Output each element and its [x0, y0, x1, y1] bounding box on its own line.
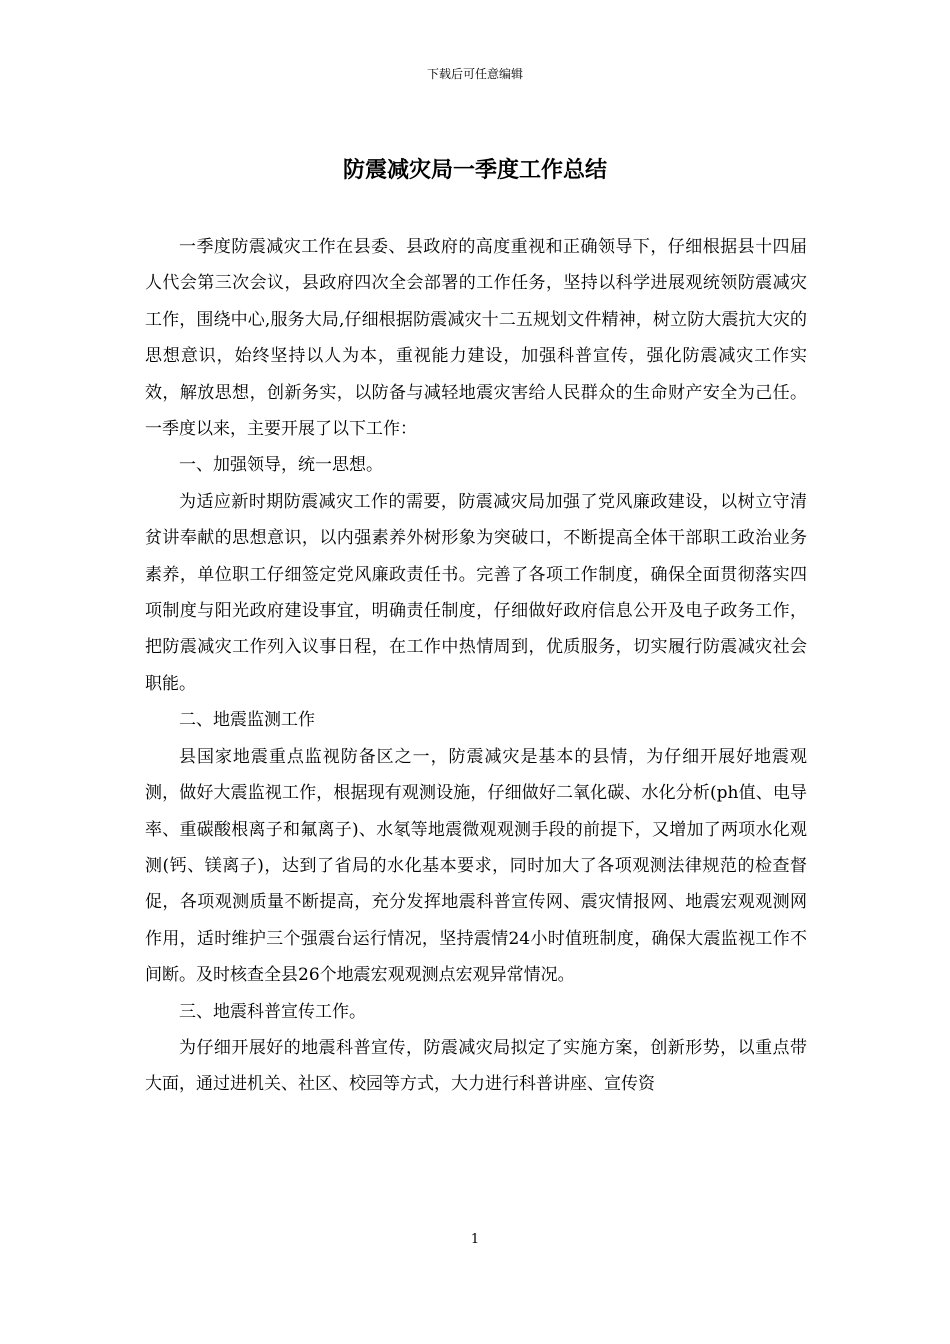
page-number: 1 — [470, 1232, 480, 1247]
paragraph-section-3: 为仔细开展好的地震科普宣传，防震减灾局拟定了实施方案，创新形势，以重点带大面，通过进机关、社区、校园等方式，大力进行科普讲座、宣传资 — [145, 1037, 807, 1095]
section-heading-2: 二、地震监测工作 — [179, 710, 315, 731]
page-header: 下载后可任意编辑 — [426, 67, 523, 81]
section-heading-1: 一、加强领导，统一思想。 — [179, 455, 383, 476]
document-title: 防震减灾局一季度工作总结 — [342, 157, 607, 183]
paragraph-section-2: 县国家地震重点监视防备区之一，防震减灾是基本的县情，为仔细开展好地震观测，做好大震监视工作，根据现有观测设施，仔细做好二氧化碳、水化分析(ph值、电导率、重碳酸根离子和氟离子)、水氡等地震微观观测手段的前提下，又增加了两项水化观测(钙、镁离子)，达到了省局的水化基本要求，同时加大了各项观测法律规范的检查督促，各项观测质量不断提高，充分发挥地震科普宣传网、震灾情报网、地震宏观观测网作用，适时维护三个强震台运行情况，坚持震情24小时值班制度，确保大震监视工作不间断。及时核查全县26个地震宏观观测点宏观异常情况。 — [145, 746, 807, 986]
document-body — [145, 229, 807, 1103]
section-heading-3: 三、地震科普宣传工作。 — [179, 1001, 366, 1022]
paragraph-intro: 一季度防震减灾工作在县委、县政府的高度重视和正确领导下，仔细根据县十四届人代会第三次会议，县政府四次全会部署的工作任务，坚持以科学进展观统领防震减灾工作，围绕中心,服务大局,仔细根据防震减灾十二五规划文件精神，树立防大震抗大灾的思想意识，始终坚持以人为本，重视能力建设，加强科普宣传，强化防震减灾工作实效，解放思想，创新务实，以防备与减轻地震灾害给人民群众的生命财产安全为己任。一季度以来，主要开展了以下工作： — [145, 237, 807, 440]
paragraph-section-1: 为适应新时期防震减灾工作的需要，防震减灾局加强了党风廉政建设，以树立守清贫讲奉献的思想意识，以内强素养外树形象为突破口，不断提高全体干部职工政治业务素养，单位职工仔细签定党风廉政责任书。完善了各项工作制度，确保全面贯彻落实四项制度与阳光政府建设事宜，明确责任制度，仔细做好政府信息公开及电子政务工作，把防震减灾工作列入议事日程，在工作中热情周到，优质服务，切实履行防震减灾社会职能。 — [145, 491, 807, 694]
